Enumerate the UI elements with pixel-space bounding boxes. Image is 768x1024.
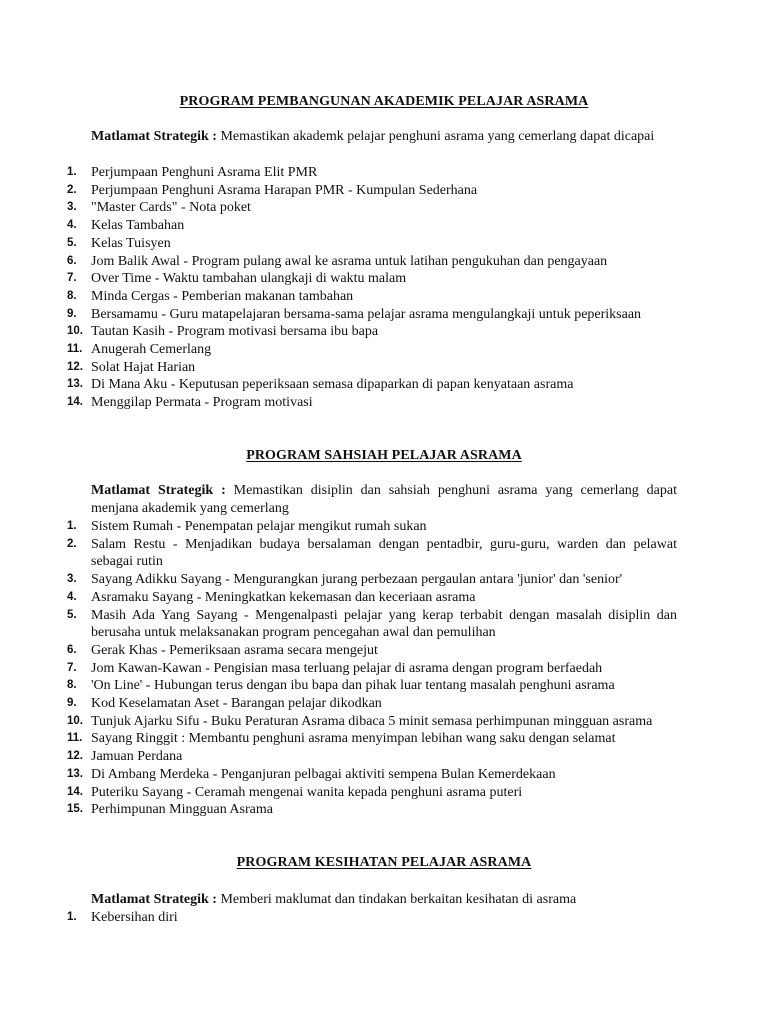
list-item (67, 660, 677, 678)
program-list (67, 909, 677, 927)
item-number: 1. (67, 166, 77, 178)
list-item (67, 199, 677, 217)
item-number: 10. (67, 325, 83, 338)
strategic-goal (91, 891, 677, 909)
item-number: 8. (67, 289, 77, 302)
list-item (67, 235, 677, 253)
list-item (67, 766, 677, 784)
list-item (67, 376, 677, 394)
list-item (67, 182, 677, 200)
item-number: 6. (67, 643, 77, 656)
item-text: Tautan Kasih - Program motivasi bersama ibu bapa (91, 324, 379, 340)
goal-label: Matlamat Strategik : (91, 483, 226, 498)
list-item (67, 341, 677, 359)
goal-text: Memastikan akademk pelajar penghuni asrama yang cemerlang dapat dicapai (216, 129, 655, 144)
section-title: PROGRAM SAHSIAH PELAJAR ASRAMA (246, 448, 522, 463)
list-item (67, 730, 677, 748)
goal-text: Memastikan disiplin dan sahsiah penghuni asrama yang cemerlang dapat menjana akademik yang cemerlang (91, 483, 677, 516)
list-item (67, 801, 677, 819)
program-list (67, 164, 677, 412)
item-number: 13. (67, 378, 83, 391)
item-number: 14. (67, 396, 83, 409)
item-number: 5. (67, 236, 77, 249)
item-number: 13. (67, 767, 83, 780)
item-number: 5. (67, 608, 77, 621)
item-number: 11. (67, 732, 83, 745)
item-text: Minda Cergas - Pemberian makanan tambahan (91, 288, 354, 304)
item-text: Solat Hajat Harian (91, 359, 196, 375)
item-number: 4. (67, 590, 77, 603)
list-item (67, 164, 677, 182)
item-number: 15. (67, 803, 83, 816)
item-text: Sayang Adikku Sayang - Mengurangkan jurang perbezaan pergaulan antara 'junior' dan 'senior' (91, 572, 623, 588)
item-number: 7. (67, 272, 77, 285)
list-item (67, 713, 677, 731)
item-number: 12. (67, 360, 83, 373)
item-text: Jom Balik Awal - Program pulang awal ke asrama untuk latihan pengukuhan dan pengayaan (91, 253, 608, 269)
item-number: 2. (67, 183, 77, 196)
item-text: 'On Line' - Hubungan terus dengan ibu bapa dan pihak luar tentang masalah penghuni asrama (91, 678, 615, 694)
item-text: Bersamamu - Guru matapelajaran bersama-sama pelajar asrama mengulangkaji untuk peperiksaan (91, 306, 642, 322)
item-number: 9. (67, 307, 77, 320)
item-text: Asramaku Sayang - Meningkatkan kekemasan dan keceriaan asrama (91, 589, 476, 605)
item-text: Anugerah Cemerlang (91, 342, 212, 358)
item-text: Jamuan Perdana (91, 749, 183, 765)
item-number: 3. (67, 573, 77, 586)
item-text: Over Time - Waktu tambahan ulangkaji di waktu malam (91, 271, 407, 287)
list-item (67, 909, 677, 927)
item-number: 2. (67, 537, 77, 550)
list-item (67, 589, 677, 607)
item-text: Perjumpaan Penghuni Asrama Harapan PMR - Kumpulan Sederhana (91, 182, 478, 198)
list-item (67, 288, 677, 306)
strategic-goal (91, 482, 677, 517)
strategic-goal (91, 128, 677, 146)
item-text: Gerak Khas - Pemeriksaan asrama secara mengejut (91, 642, 378, 658)
program-list (67, 518, 677, 819)
item-number: 14. (67, 785, 83, 798)
item-text: Jom Kawan-Kawan - Pengisian masa terluang pelajar di asrama dengan program berfaedah (91, 660, 603, 676)
item-number: 8. (67, 679, 77, 692)
goal-label: Matlamat Strategik : (91, 892, 217, 907)
list-item (67, 253, 677, 271)
item-number: 10. (67, 714, 83, 727)
list-item (67, 642, 677, 660)
list-item (67, 217, 677, 235)
list-item (67, 784, 677, 802)
list-item (67, 748, 677, 766)
item-number: 4. (67, 219, 77, 232)
item-text: Di Mana Aku - Keputusan peperiksaan semasa dipaparkan di papan kenyataan asrama (91, 377, 574, 393)
item-number: 1. (67, 520, 77, 532)
list-item (67, 306, 677, 324)
item-text: Sistem Rumah - Penempatan pelajar mengikut rumah sukan (91, 519, 427, 534)
list-item (67, 270, 677, 288)
item-text: Sayang Ringgit : Membantu penghuni asrama menyimpan lebihan wang saku dengan selamat (91, 731, 616, 747)
item-text: Salam Restu - Menjadikan budaya bersalaman dengan pentadbir, guru-guru, warden dan pelawat sebagai rutin (91, 536, 677, 570)
list-item (67, 607, 677, 642)
item-number: 7. (67, 661, 77, 674)
item-number: 9. (67, 697, 77, 710)
section-title: PROGRAM PEMBANGUNAN AKADEMIK PELAJAR ASRAMA (179, 94, 589, 109)
list-item (67, 677, 677, 695)
list-item (67, 359, 677, 377)
item-text: Perhimpunan Mingguan Asrama (91, 802, 273, 818)
list-item (67, 571, 677, 589)
item-text: Puteriku Sayang - Ceramah mengenai wanita kepada penghuni asrama puteri (91, 784, 523, 800)
list-item (67, 323, 677, 341)
item-text: Kebersihan diri (91, 910, 178, 925)
list-item (67, 518, 677, 536)
item-text: Menggilap Permata - Program motivasi (91, 395, 313, 411)
item-number: 1. (67, 911, 77, 923)
item-text: Masih Ada Yang Sayang - Mengenalpasti pelajar yang kerap terbabit dengan masalah disiplin dan berusaha untuk melaksanakan program pencegahan awal dan pemulihan (91, 607, 677, 641)
item-text: Kelas Tambahan (91, 218, 185, 234)
list-item (67, 695, 677, 713)
item-number: 12. (67, 750, 83, 763)
item-number: 3. (67, 201, 77, 214)
goal-text: Memberi maklumat dan tindakan berkaitan kesihatan di asrama (216, 892, 577, 907)
item-text: "Master Cards" - Nota poket (91, 200, 251, 216)
item-text: Tunjuk Ajarku Sifu - Buku Peraturan Asrama dibaca 5 minit semasa perhimpunan mingguan asrama (91, 713, 653, 729)
goal-label: Matlamat Strategik : (91, 129, 217, 144)
item-text: Di Ambang Merdeka - Penganjuran pelbagai aktiviti sempena Bulan Kemerdekaan (91, 766, 556, 782)
list-item (67, 394, 677, 412)
item-number: 6. (67, 254, 77, 267)
item-text: Kelas Tuisyen (91, 235, 171, 251)
section-title: PROGRAM KESIHATAN PELAJAR ASRAMA (236, 855, 532, 870)
item-text: Kod Keselamatan Aset - Barangan pelajar dikodkan (91, 696, 382, 712)
item-number: 11. (67, 343, 83, 356)
list-item (67, 536, 677, 571)
item-text: Perjumpaan Penghuni Asrama Elit PMR (91, 165, 318, 180)
